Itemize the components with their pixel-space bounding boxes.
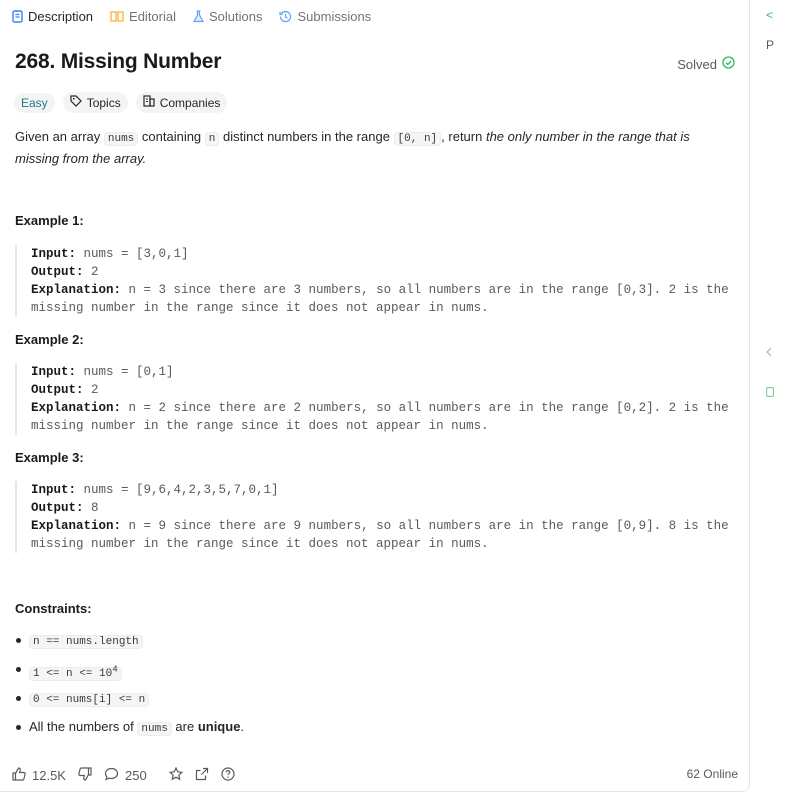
output-label: Output: <box>31 265 84 279</box>
tab-description[interactable] <box>12 9 93 24</box>
topics-button[interactable] <box>63 92 128 113</box>
constraint-item <box>15 717 244 736</box>
output-label: Output: <box>31 501 84 515</box>
problem-description <box>15 127 735 168</box>
explanation-text: missing number in the range since it does not appear in nums. <box>31 419 489 433</box>
tag-row <box>14 92 227 113</box>
explanation-label: Explanation: <box>31 519 122 533</box>
explanation-text: n = 2 since there are 2 numbers, so all numbers are in the range [0,2]. 2 is the <box>128 401 729 415</box>
collapse-icon[interactable] <box>766 346 772 360</box>
comments-button[interactable] <box>104 767 147 784</box>
panel-label-fragment: P <box>766 38 775 52</box>
example-block <box>15 245 735 317</box>
online-count: 62 Online <box>686 767 738 781</box>
constraints-list <box>15 630 244 746</box>
tab-label: Editorial <box>129 8 176 24</box>
favorite-button[interactable] <box>169 767 183 784</box>
desc-text: containing <box>138 129 205 144</box>
input-value: nums = [3,0,1] <box>83 247 189 261</box>
explanation-text: n = 9 since there are 9 numbers, so all numbers are in the range [0,9]. 8 is the <box>128 519 729 533</box>
constraint-item <box>15 688 244 707</box>
example-block <box>15 481 735 553</box>
constraints-heading: Constraints: <box>15 601 92 616</box>
output-value: 2 <box>91 383 99 397</box>
tag-icon <box>70 95 82 110</box>
share-icon <box>195 767 209 784</box>
output-value: 2 <box>91 265 99 279</box>
page-title: 268. Missing Number <box>15 50 222 73</box>
tab-bar <box>0 0 748 32</box>
like-button[interactable] <box>12 767 66 784</box>
constraint-exponent: 4 <box>112 663 118 674</box>
tab-solutions[interactable] <box>193 9 262 24</box>
desc-text: Given an array <box>15 129 104 144</box>
checkbox-icon[interactable] <box>766 386 774 400</box>
companies-label: Companies <box>159 95 221 110</box>
constraint-base: 1 <= n <= 10 <box>33 667 113 680</box>
explanation-label: Explanation: <box>31 283 122 297</box>
explanation-text: missing number in the range since it does not appear in nums. <box>31 537 489 551</box>
output-value: 8 <box>91 501 99 515</box>
inline-code: nums <box>104 132 138 146</box>
book-icon <box>110 10 124 22</box>
input-label: Input: <box>31 483 77 497</box>
comment-icon <box>104 767 119 784</box>
description-icon <box>12 10 23 23</box>
share-button[interactable] <box>195 767 209 784</box>
companies-button[interactable] <box>136 92 228 113</box>
help-button[interactable] <box>221 767 235 784</box>
output-label: Output: <box>31 383 84 397</box>
desc-text: distinct numbers in the range <box>219 129 394 144</box>
tab-editorial[interactable] <box>110 9 176 24</box>
explanation-label: Explanation: <box>31 401 122 415</box>
desc-text: , return <box>441 129 486 144</box>
difficulty-badge <box>14 93 55 113</box>
tab-submissions[interactable] <box>279 9 371 24</box>
constraint-code: 0 <= nums[i] <= n <box>29 693 149 707</box>
history-icon <box>279 10 292 23</box>
constraint-code <box>29 663 122 681</box>
example-heading: Example 1: <box>15 213 84 228</box>
star-icon <box>169 767 183 784</box>
input-label: Input: <box>31 247 77 261</box>
dislike-button[interactable] <box>78 767 92 784</box>
tab-label: Description <box>28 8 94 24</box>
input-value: nums = [9,6,4,2,3,5,7,0,1] <box>83 483 279 497</box>
example-block <box>15 363 735 435</box>
solved-label: Solved <box>677 56 717 72</box>
building-icon <box>143 95 155 110</box>
example-heading: Example 2: <box>15 332 84 347</box>
explanation-text: n = 3 since there are 3 numbers, so all numbers are in the range [0,3]. 2 is the <box>128 283 729 297</box>
input-label: Input: <box>31 365 77 379</box>
constraint-emphasis: unique <box>197 719 241 734</box>
topics-label: Topics <box>86 95 121 110</box>
tab-label: Solutions <box>209 8 263 24</box>
input-value: nums = [0,1] <box>83 365 174 379</box>
footer-bar <box>0 760 748 790</box>
example-heading: Example 3: <box>15 450 84 465</box>
check-circle-icon <box>722 56 735 72</box>
comment-count: 250 <box>124 767 147 783</box>
flask-icon <box>193 10 204 23</box>
desc-emphasis: the only number in the range that is missing from the array. <box>15 129 690 166</box>
question-circle-icon <box>221 767 235 784</box>
explanation-text: missing number in the range since it does not appear in nums. <box>31 301 489 315</box>
constraint-item <box>15 659 244 678</box>
difficulty-label: Easy <box>21 95 48 110</box>
constraint-code: nums <box>137 722 171 736</box>
tab-label: Submissions <box>297 8 372 24</box>
adjacent-panel-edge <box>758 0 800 792</box>
constraint-text: are <box>171 719 198 734</box>
code-icon[interactable]: < <box>766 8 774 22</box>
inline-code: n <box>205 132 220 146</box>
inline-code: [0, n] <box>394 132 442 146</box>
constraint-text: All the numbers of <box>29 719 138 734</box>
constraint-text: . <box>240 719 245 734</box>
like-count: 12.5K <box>32 767 66 783</box>
thumbs-up-icon <box>12 767 26 784</box>
constraint-code: n == nums.length <box>29 635 143 649</box>
solved-status <box>677 56 735 72</box>
constraint-item <box>15 630 244 649</box>
thumbs-down-icon <box>78 767 92 784</box>
